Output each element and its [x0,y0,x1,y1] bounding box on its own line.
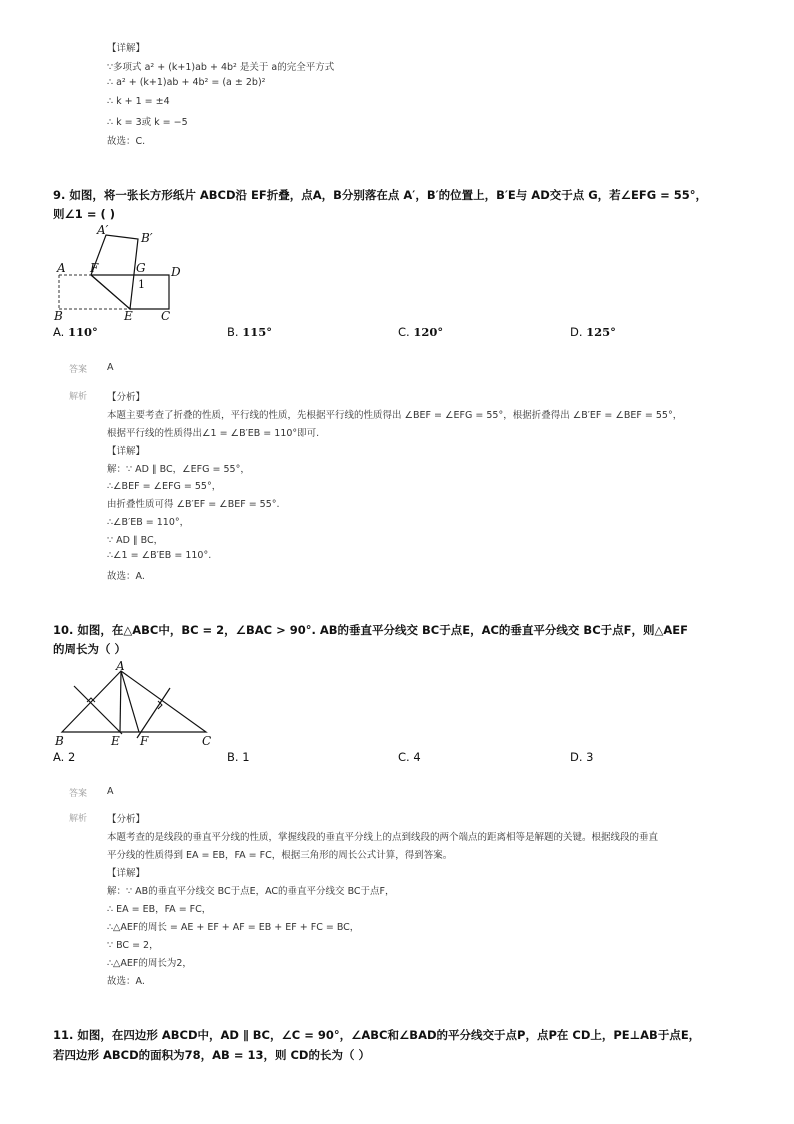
q10-analysis-line: ∴ EA = EB，FA = FC， [107,904,212,915]
q9-analysis-line: ∴∠B′EB = 110°， [107,517,190,528]
q9-label-d: D [171,265,181,279]
q10-option-a[interactable] [53,750,75,764]
q10-option-c[interactable] [398,750,421,764]
q9-option-b[interactable] [227,325,272,339]
option-letter: C. [398,750,410,764]
q9-analysis-line: ∴∠1 = ∠B′EB = 110°. [107,550,212,561]
q9-label-f: F [90,261,99,275]
q9-analysis-line: 由折叠性质可得 ∠B′EF = ∠BEF = 55°. [107,499,280,510]
option-letter: C. [398,325,410,339]
q10-analysis-line: 平分线的性质得到 EA = EB，FA = FC，根据三角形的周长公式计算，得到答案。 [107,850,453,861]
q9-label-g: G [136,261,146,275]
q10-analysis-line: ∴△AEF的周长 = AE + EF + AF = EB + EF + FC = BC， [107,922,360,933]
q10-option-d[interactable] [570,750,594,764]
q9-analysis-line: ∵ AD ∥ BC， [107,535,164,546]
q10-segment-ae [120,671,121,732]
option-value: 110° [67,325,98,339]
q9-fold-line-ef [91,275,130,309]
q9-option-c[interactable] [398,325,443,339]
q9-analysis-line: 根据平行线的性质得出∠1 = ∠B′EB = 110°即可. [107,428,320,439]
q9-analysis-line: 本题主要考查了折叠的性质，平行线的性质，先根据平行线的性质得出 ∠BEF = ∠EFG = 55°，根据折叠得出 ∠B′EF = ∠BEF = 55°， [107,410,683,421]
option-value: 1 [242,750,250,764]
option-value: 2 [67,750,76,764]
q11-stem: 若四边形 ABCD的面积为78，AB = 13，则 CD的长为（ ） [53,1048,370,1062]
q10-analysis-line: ∵ BC = 2， [107,940,159,951]
q10-label-f: F [140,734,149,748]
q9-option-d[interactable] [570,325,616,339]
q9-label-e: E [124,309,133,323]
q9-analysis-line: 【详解】 [107,446,146,457]
option-value: 115° [242,325,272,339]
q10-analysis-line: 【分析】 [107,814,146,825]
q9-stem: 9. 如图，将一张长方形纸片 ABCD沿 EF折叠，点A，B分别落在点 A′，B′的位置上，B′E与 AD交于点 G，若∠EFG = 55°， [53,188,708,202]
q8-explain-line: 【详解】 [107,43,146,54]
q9-stem: 则∠1 = ( ) [53,207,115,221]
q9-label-angle-1: 1 [138,278,145,291]
q10-analysis-line: ∴△AEF的周长为2， [107,958,192,969]
q10-analysis-line: 【详解】 [107,868,146,879]
option-letter: D. [570,325,583,339]
q9-analysis-line: 【分析】 [107,392,146,403]
q10-stem: 的周长为（ ） [53,642,127,656]
q10-analysis-line: 本题考查的是线段的垂直平分线的性质，掌握线段的垂直平分线上的点到线段的两个端点的距离相等是解题的关键。根据线段的垂直 [107,832,659,843]
q8-explain-line: ∵多项式 a² + (k+1)ab + 4b² 是关于 a的完全平方式 [107,62,335,73]
q11-stem: 11. 如图，在四边形 ABCD中，AD ∥ BC，∠C = 90°，∠ABC和∠BAD的平分线交于点P，点P在 CD上，PE⊥AB于点E， [53,1028,701,1042]
option-letter: B. [227,325,239,339]
q10-label-c: C [202,734,212,748]
option-value: 120° [413,325,444,339]
q10-label-a: A [116,659,125,673]
q8-explain-line: 故选：C. [107,136,146,147]
q10-analysis-line: 故选：A. [107,976,145,987]
q8-explain-line: ∴ a² + (k+1)ab + 4b² = (a ± 2b)² [107,77,266,88]
option-value: 125° [586,325,616,339]
q9-option-a[interactable] [53,325,98,339]
q9-analysis-label: 解析 [69,392,88,402]
option-letter: D. [570,750,583,764]
q10-stem: 10. 如图，在△ABC中，BC = 2，∠BAC > 90°. AB的垂直平分线交 BC于点E，AC的垂直平分线交 BC于点F，则△AEF [53,623,688,637]
q8-explain-line: ∴ k + 1 = ±4 [107,96,170,107]
q10-label-e: E [111,734,120,748]
q10-triangle-abc [62,671,206,732]
q10-figure [52,656,224,748]
q9-label-a: A [57,261,66,275]
q10-answer: A [107,786,114,797]
q9-analysis-line: 故选：A. [107,571,145,582]
q10-analysis-line: 解：∵ AB的垂直平分线交 BC于点E，AC的垂直平分线交 BC于点F， [107,886,395,897]
q10-option-b[interactable] [227,750,250,764]
q8-explain-line: ∴ k = 3或 k = −5 [107,117,188,128]
q10-bisector-ab [74,686,122,734]
option-value: 3 [586,750,594,764]
q9-answer-label: 答案 [69,365,88,375]
q9-figure [50,222,190,324]
q9-label-b: B [54,309,63,323]
q10-label-b: B [55,734,64,748]
q9-label-b-prime: B′ [141,231,153,245]
q9-analysis-line: ∴∠BEF = ∠EFG = 55°， [107,481,222,492]
option-value: 4 [413,750,421,764]
q9-answer: A [107,362,114,373]
q9-analysis-line: 解：∵ AD ∥ BC，∠EFG = 55°， [107,464,250,475]
q10-analysis-label: 解析 [69,814,88,824]
option-letter: B. [227,750,239,764]
q10-answer-label: 答案 [69,789,88,799]
q10-segment-af [121,671,139,732]
option-letter: A. [53,750,65,764]
q9-label-a-prime: A′ [97,223,109,237]
q9-label-c: C [161,309,171,323]
q10-bisector-ac [137,688,170,738]
option-letter: A. [53,325,65,339]
